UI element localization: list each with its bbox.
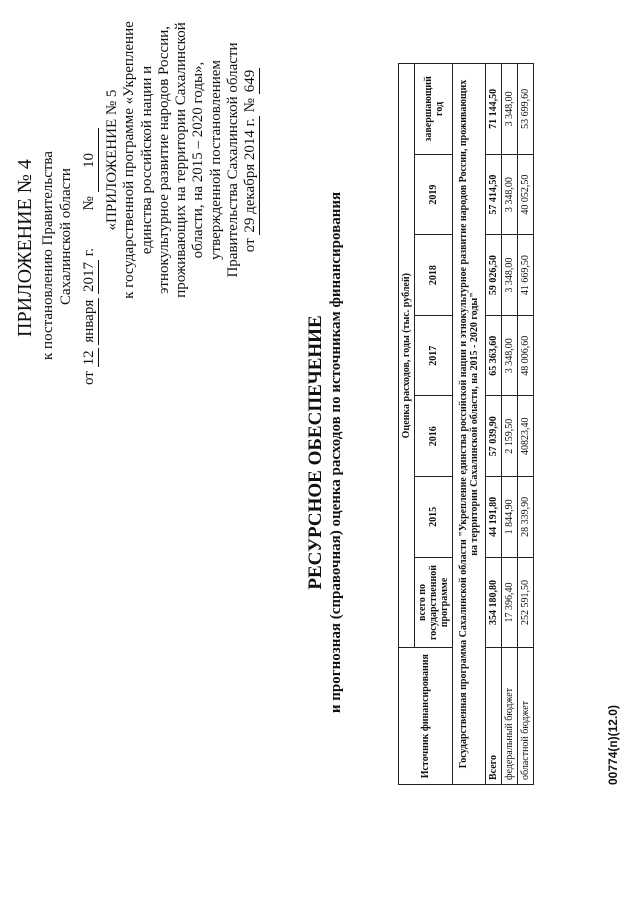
document-code: 00774(п)(12.0) — [606, 705, 620, 785]
program-title-row: Государственная программа Сахалинской области "Укрепление единства российской нации и этнокультурное развитие народов России, проживающих на территории Сахалинской области, на 2015 - 2020 годы" — [453, 64, 486, 785]
date-day: 12 — [81, 350, 97, 366]
date-year: 2017 — [81, 262, 97, 293]
table-cell: 3 348,00 — [502, 154, 518, 235]
table-cell: 3 348,00 — [502, 235, 518, 316]
table-cell: 17 396,40 — [502, 557, 518, 648]
table-cell: 40823,40 — [518, 396, 534, 477]
source-header: Источник финансирования — [399, 648, 453, 785]
appendix5-date: 29 декабря 2014 г. — [242, 116, 260, 235]
column-header: всего по государственной программе — [415, 557, 453, 648]
table-row — [502, 64, 518, 785]
row-source: федеральный бюджет — [502, 648, 518, 785]
appendix5-date-line — [242, 15, 260, 305]
appendix5-title: «ПРИЛОЖЕНИЕ № 5 — [104, 89, 120, 231]
table-row — [518, 64, 534, 785]
table-cell: 65 363,60 — [486, 315, 502, 396]
appendix5-num-label: № — [242, 98, 258, 113]
table-cell: 59 026,50 — [486, 235, 502, 316]
column-header: 2017 — [415, 315, 453, 396]
table-cell: 2 159,50 — [502, 396, 518, 477]
appendix4-line2: Сахалинской области — [58, 168, 74, 305]
appendix5-num: 649 — [242, 68, 260, 95]
column-header: 2018 — [415, 235, 453, 316]
table-cell: 40 052,50 — [518, 154, 534, 235]
table-cell: 53 699,60 — [518, 64, 534, 155]
table-cell: 71 144,50 — [486, 64, 502, 155]
row-source: областной бюджет — [518, 648, 534, 785]
appendix5-block — [104, 15, 260, 305]
table-row — [486, 64, 502, 785]
table-cell: 48 006,60 — [518, 315, 534, 396]
document-number: 10 — [81, 128, 99, 192]
column-header: 2019 — [415, 154, 453, 235]
table-cell: 252 591,50 — [518, 557, 534, 648]
row-source: Всего — [486, 648, 502, 785]
group-header: Оценка расходов, годы (тыс. рублей) — [399, 64, 415, 648]
appendix4-date-line — [81, 128, 99, 385]
column-header: завершающий год — [415, 64, 453, 155]
date-year-suffix: г. — [81, 248, 97, 257]
table-cell: 41 669,50 — [518, 235, 534, 316]
table-cell: 1 844,90 — [502, 477, 518, 558]
table-cell: 3 348,00 — [502, 64, 518, 155]
table-cell: 28 339,90 — [518, 477, 534, 558]
appendix4-line1: к постановлению Правительства — [40, 151, 56, 360]
table-cell: 44 191,80 — [486, 477, 502, 558]
appendix5-from: от — [242, 238, 258, 253]
from-label: от — [81, 371, 97, 385]
table-cell: 57 039,90 — [486, 396, 502, 477]
funding-table — [398, 63, 534, 785]
column-header: 2015 — [415, 477, 453, 558]
table-cell: 354 180,80 — [486, 557, 502, 648]
table-cell: 3 348,00 — [502, 315, 518, 396]
number-label: № — [81, 196, 97, 211]
resource-title: РЕСУРСНОЕ ОБЕСПЕЧЕНИЕ — [305, 315, 326, 590]
date-month: января — [81, 299, 97, 343]
column-header: 2016 — [415, 396, 453, 477]
resource-subtitle: и прогнозная (справочная) оценка расходов по источникам финансирования — [328, 191, 344, 714]
appendix5-body: к государственной программе «Укрепление единства российской нации и этнокультурное развитие народов России, проживающих на территории Сахалинской области, на 2015 – 2020 годы», утвержденной постановлением Правительства Сахалинской области — [121, 21, 241, 299]
appendix4-title: ПРИЛОЖЕНИЕ № 4 — [14, 159, 36, 337]
table-cell: 57 414,50 — [486, 154, 502, 235]
